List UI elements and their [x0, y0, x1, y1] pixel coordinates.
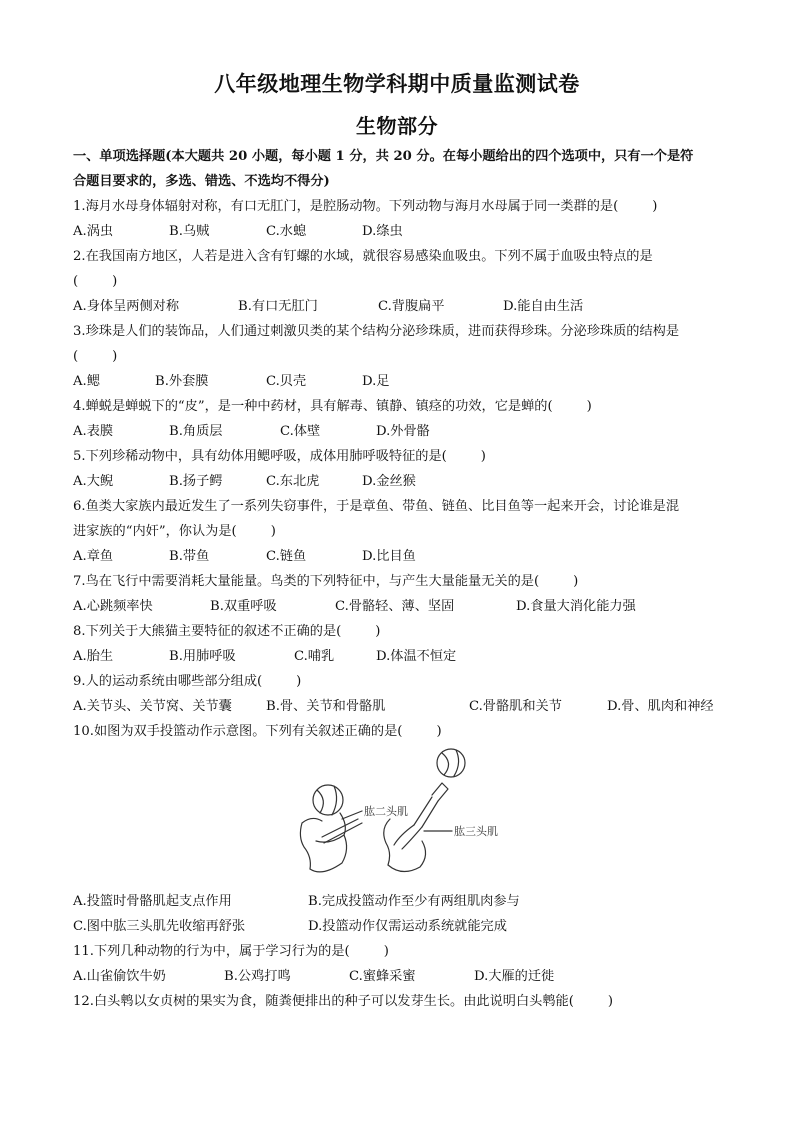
q2-option-b: B.有口无肛门: [238, 299, 318, 314]
q3-option-b: B.外套膜: [155, 374, 209, 389]
question-6-stem: 6.鱼类大家族内最近发生了一系列失窃事件，于是章鱼、带鱼、链鱼、比目鱼等一起来开会，讨论谁是混: [73, 499, 680, 514]
question-12-stem: 12.白头鹎以女贞树的果实为食，随粪便排出的种子可以发芽生长。由此说明白头鹎能( ): [73, 994, 614, 1009]
section-instructions-line1: 一、单项选择题(本大题共 20 小题，每小题 1 分，共 20 分。在每小题给出的四个选项中，只有一个是符: [73, 149, 694, 164]
right-hand: [432, 783, 448, 801]
q2-option-a: A.身体呈两侧对称: [73, 299, 180, 314]
right-figure-head: [384, 819, 390, 865]
label-biceps: 肱二头肌: [364, 805, 408, 818]
q8-option-d: D.体温不恒定: [376, 649, 457, 664]
q4-option-c: C.体壁: [280, 424, 321, 439]
q7-option-d: D.食量大消化能力强: [516, 599, 636, 614]
question-1-stem: 1.海月水母身体辐射对称，有口无肛门，是腔肠动物。下列动物与海月水母属于同一类群的是( ): [73, 199, 658, 214]
question-3-stem: 3.珍珠是人们的装饰品，人们通过刺激贝类的某个结构分泌珍珠质，进而获得珍珠。分泌珍珠质的结构是: [73, 324, 680, 339]
q6-option-b: B.带鱼: [169, 549, 210, 564]
pointer-biceps: [342, 811, 362, 819]
q11-option-a: A.山雀偷饮牛奶: [73, 969, 166, 984]
q3-option-a: A.鳃: [73, 374, 100, 389]
exam-title: 八年级地理生物学科期中质量监测试卷: [214, 71, 580, 96]
q3-option-d: D.足: [362, 374, 390, 389]
question-7-stem: 7.鸟在飞行中需要消耗大量能量。鸟类的下列特征中，与产生大量能量无关的是( ): [73, 574, 579, 589]
section-instructions-line2: 合题目要求的，多选、错选、不选均不得分): [73, 174, 330, 189]
q11-option-d: D.大雁的迁徙: [474, 969, 555, 984]
q10-option-b: B.完成投篮动作至少有两组肌肉参与: [308, 894, 520, 909]
q9-option-a: A.关节头、关节窝、关节囊: [73, 699, 232, 714]
q4-option-a: A.表膜: [73, 424, 114, 439]
q1-option-d: D.绦虫: [362, 224, 403, 239]
q10-option-c: C.图中肱三头肌先收缩再舒张: [73, 919, 246, 934]
q2-option-d: D.能自由生活: [503, 299, 584, 314]
right-upper-arm: [394, 825, 422, 849]
basketball-shooting-figure: [282, 745, 522, 885]
q5-option-b: B.扬子鳄: [169, 474, 223, 489]
q5-option-a: A.大鲵: [73, 474, 114, 489]
shooting-sketch: [282, 745, 522, 885]
q5-option-c: C.东北虎: [266, 474, 320, 489]
question-8-stem: 8.下列关于大熊猫主要特征的叙述不正确的是( ): [73, 624, 381, 639]
section-subtitle: 生物部分: [356, 114, 438, 138]
q10-option-a: A.投篮时骨骼肌起支点作用: [73, 894, 232, 909]
ball-left: [313, 785, 343, 815]
q11-option-c: C.蜜蜂采蜜: [349, 969, 416, 984]
q4-option-d: D.外骨骼: [376, 424, 430, 439]
right-forearm: [414, 797, 438, 827]
q1-option-a: A.涡虫: [73, 224, 114, 239]
question-2-blank: ( ): [73, 274, 118, 289]
q1-option-b: B.乌贼: [169, 224, 210, 239]
left-figure-head: [300, 818, 322, 869]
q9-option-d: D.骨、肌肉和神经: [607, 699, 714, 714]
q6-option-c: C.链鱼: [266, 549, 307, 564]
ball-right-lines: [442, 750, 459, 776]
ball-left-lines: [317, 786, 337, 815]
q2-option-c: C.背腹扁平: [378, 299, 445, 314]
q9-option-b: B.骨、关节和骨骼肌: [266, 699, 386, 714]
q7-option-b: B.双重呼吸: [210, 599, 277, 614]
q7-option-c: C.骨骼轻、薄、坚固: [335, 599, 455, 614]
q5-option-d: D.金丝猴: [362, 474, 416, 489]
q8-option-c: C.哺乳: [294, 649, 335, 664]
question-2-stem: 2.在我国南方地区，人若是进入含有钉螺的水域，就很容易感染血吸虫。下列不属于血吸虫特点的是: [73, 249, 653, 264]
label-triceps: 肱三头肌: [454, 825, 498, 838]
question-4-stem: 4.蝉蜕是蝉蜕下的“皮”，是一种中药材，具有解毒、镇静、镇痉的功效，它是蝉的( ): [73, 399, 592, 414]
q11-option-b: B.公鸡打鸣: [224, 969, 291, 984]
q8-option-b: B.用肺呼吸: [169, 649, 236, 664]
q6-option-a: A.章鱼: [73, 549, 114, 564]
question-5-stem: 5.下列珍稀动物中，具有幼体用鳃呼吸，成体用肺呼吸特征的是( ): [73, 449, 486, 464]
question-3-blank: ( ): [73, 349, 118, 364]
q9-option-c: C.骨骼肌和关节: [469, 699, 562, 714]
q1-option-c: C.水螅: [266, 224, 307, 239]
left-forearm: [322, 819, 362, 843]
q3-option-c: C.贝壳: [266, 374, 307, 389]
question-11-stem: 11.下列几种动物的行为中，属于学习行为的是( ): [73, 944, 389, 959]
question-9-stem: 9.人的运动系统由哪些部分组成( ): [73, 674, 302, 689]
ball-right: [437, 749, 465, 777]
q8-option-a: A.胎生: [73, 649, 114, 664]
q6-option-d: D.比目鱼: [362, 549, 416, 564]
q7-option-a: A.心跳频率快: [73, 599, 153, 614]
q4-option-b: B.角质层: [169, 424, 223, 439]
question-10-stem: 10.如图为双手投篮动作示意图。下列有关叙述正确的是( ): [73, 724, 442, 739]
right-figure-body: [388, 841, 426, 872]
question-6-stem-cont: 进家族的“内奸”，你认为是( ): [73, 524, 276, 539]
q10-option-d: D.投篮动作仅需运动系统就能完成: [308, 919, 507, 934]
